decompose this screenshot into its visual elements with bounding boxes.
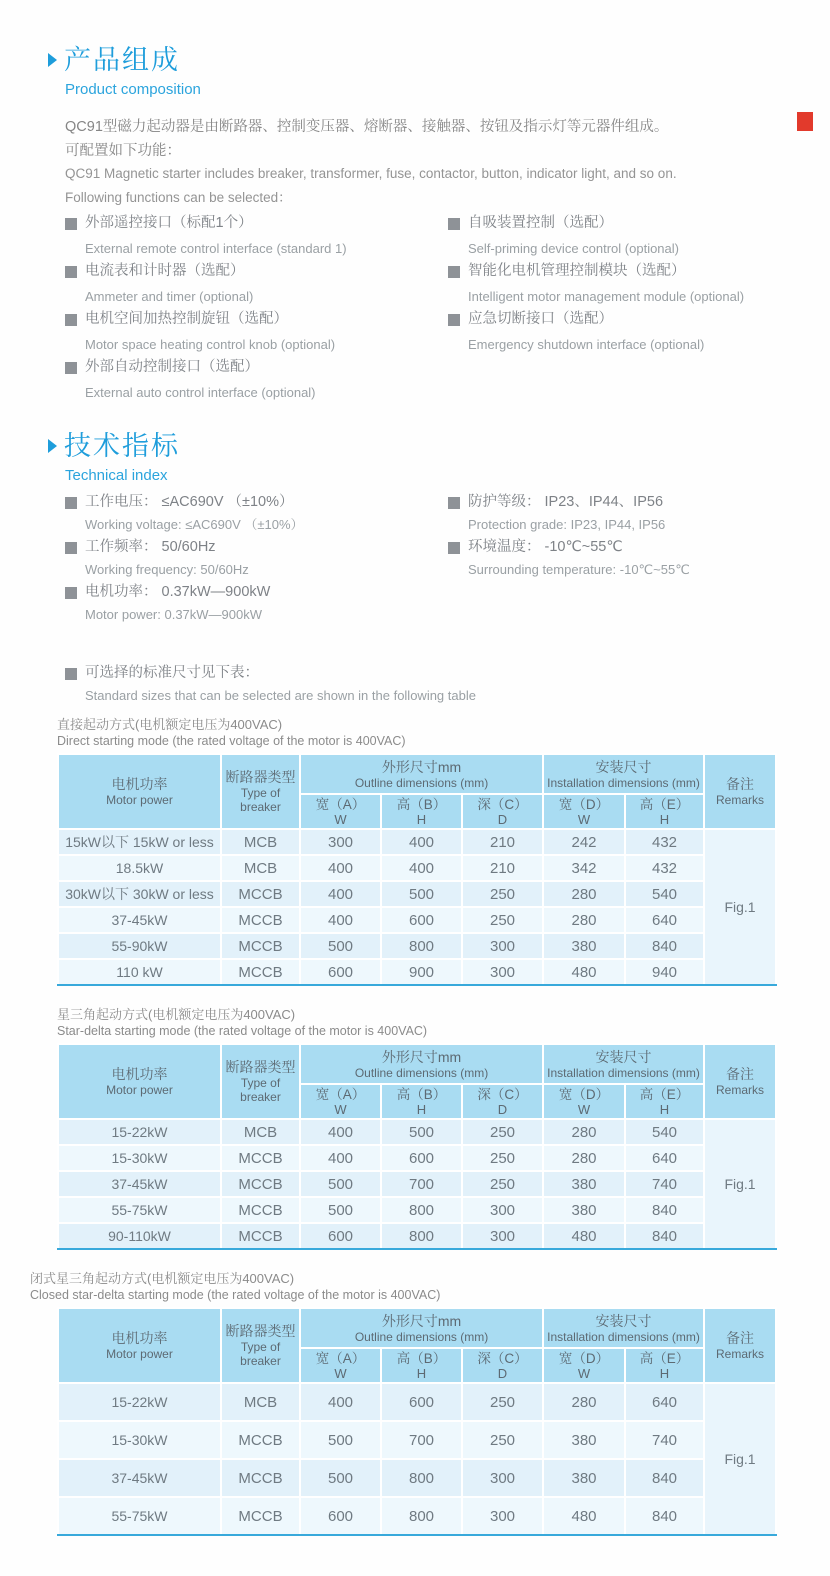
table-cell: 55-90kW xyxy=(58,933,221,959)
table-cell: 280 xyxy=(543,881,625,907)
table-cell: 800 xyxy=(381,1197,462,1223)
table-cell: 18.5kW xyxy=(58,855,221,881)
table-cell: 342 xyxy=(543,855,625,881)
table-cell: 300 xyxy=(462,959,543,985)
table-cell: 940 xyxy=(625,959,704,985)
bullet-square-icon xyxy=(65,314,77,326)
table-cell: 600 xyxy=(381,1383,462,1421)
table-direct-starting xyxy=(57,753,777,986)
intro-paragraph-zh: QC91型磁力起动器是由断路器、控制变压器、熔断器、接触器、按钮及指示灯等元器件组成。 xyxy=(65,119,669,135)
table-row xyxy=(58,959,776,985)
bullet-label-en: Surrounding temperature: -10℃~55℃ xyxy=(468,562,690,577)
bullet-label-en: External auto control interface (optional) xyxy=(85,385,316,400)
table-cell: 400 xyxy=(300,1145,381,1171)
bullet-label-en: Working frequency: 50/60Hz xyxy=(85,562,249,577)
table-cell: 300 xyxy=(462,1497,543,1535)
table-caption-en: Star-delta starting mode (the rated voltage of the motor is 400VAC) xyxy=(57,1024,428,1038)
table-row xyxy=(58,855,776,881)
bullet-label-zh xyxy=(448,263,744,280)
table-cell: 300 xyxy=(300,829,381,855)
table-cell: 480 xyxy=(543,1497,625,1535)
bullet-square-icon xyxy=(448,266,460,278)
table-cell: 900 xyxy=(381,959,462,985)
table-cell: 500 xyxy=(300,1459,381,1497)
col-header-remarks: 备注 Remarks xyxy=(704,1044,776,1119)
col-header-breaker-type: 断路器类型 Type of breaker xyxy=(221,1044,300,1119)
bullet-label-zh-text: 电机功率： 0.37kW—900kW xyxy=(85,584,271,600)
bullet-label-en: External remote control interface (standard 1) xyxy=(85,241,347,256)
bullet-label-zh-text: 电流表和计时器（选配） xyxy=(85,263,245,279)
table-cell: 400 xyxy=(300,1119,381,1145)
bullet-square-icon xyxy=(65,266,77,278)
table-cell: 30kW以下 30kW or less xyxy=(58,881,221,907)
col-header-motor-power: 电机功率 Motor power xyxy=(58,1044,221,1119)
specs-column-right xyxy=(448,494,690,629)
section-arrow-icon xyxy=(48,53,57,67)
bullet-label-zh xyxy=(448,539,690,556)
bullet-label-zh-text: 自吸装置控制（选配） xyxy=(468,215,613,231)
table-cell: 300 xyxy=(462,1459,543,1497)
bullet-label-zh xyxy=(65,311,448,328)
table-cell: 380 xyxy=(543,1459,625,1497)
col-header-breaker-type: 断路器类型 Type of breaker xyxy=(221,754,300,829)
table-row xyxy=(58,1497,776,1535)
table-row xyxy=(58,1459,776,1497)
bullet-item xyxy=(448,215,744,257)
bullet-square-icon xyxy=(65,362,77,374)
table-cell: 15kW以下 15kW or less xyxy=(58,829,221,855)
table-row xyxy=(58,829,776,855)
table-cell: MCCB xyxy=(221,1223,300,1249)
table-cell: 15-30kW xyxy=(58,1421,221,1459)
table-cell: 840 xyxy=(625,1223,704,1249)
bullet-item xyxy=(65,215,448,257)
table-cell: 55-75kW xyxy=(58,1497,221,1535)
dimensions-table xyxy=(57,753,777,986)
bullet-square-icon xyxy=(448,542,460,554)
table-cell: MCCB xyxy=(221,1145,300,1171)
table-row xyxy=(58,933,776,959)
bullet-item xyxy=(65,584,448,623)
section-product-composition xyxy=(48,44,808,407)
bullet-label-zh xyxy=(448,311,744,328)
table-cell: MCB xyxy=(221,855,300,881)
specs-column-left xyxy=(65,494,448,629)
table-cell: 37-45kW xyxy=(58,1459,221,1497)
table-caption-zh: 星三角起动方式(电机额定电压为400VAC) xyxy=(57,1007,296,1022)
bullet-label-zh-text: 工作电压： ≤AC690V （±10%） xyxy=(85,494,294,510)
bullet-item xyxy=(65,359,448,401)
table-cell: 250 xyxy=(462,1383,543,1421)
table-cell: MCB xyxy=(221,1383,300,1421)
table-cell: 300 xyxy=(462,1223,543,1249)
bullet-label-en: Protection grade: IP23, IP44, IP56 xyxy=(468,517,666,532)
section-title-en: Product composition xyxy=(65,81,201,98)
section-title-en: Technical index xyxy=(65,467,168,484)
bullet-label-en: Ammeter and timer (optional) xyxy=(85,289,254,304)
group-header-outline-dimensions: 外形尺寸mm Outline dimensions (mm) xyxy=(300,1308,543,1348)
table-cell: 640 xyxy=(625,1383,704,1421)
col-header-breaker-type: 断路器类型 Type of breaker xyxy=(221,1308,300,1383)
table-cell: 400 xyxy=(300,855,381,881)
table-cell: 15-22kW xyxy=(58,1119,221,1145)
table-row xyxy=(58,1145,776,1171)
table-row xyxy=(58,1421,776,1459)
col-header-motor-power: 电机功率 Motor power xyxy=(58,1308,221,1383)
table-cell: MCCB xyxy=(221,1459,300,1497)
table-cell: 210 xyxy=(462,829,543,855)
table-row xyxy=(58,881,776,907)
table-cell: 500 xyxy=(300,933,381,959)
table-cell: MCCB xyxy=(221,1197,300,1223)
table-cell: 15-30kW xyxy=(58,1145,221,1171)
bullet-label-zh xyxy=(65,584,448,601)
table-cell: 280 xyxy=(543,1119,625,1145)
table-cell: MCCB xyxy=(221,1421,300,1459)
intro-paragraph-en: QC91 Magnetic starter includes breaker, transformer, fuse, contactor, button, indicator light, and so on. xyxy=(65,166,677,181)
col-header-remarks: 备注 Remarks xyxy=(704,754,776,829)
table-cell: 840 xyxy=(625,1497,704,1535)
table-cell: 600 xyxy=(300,959,381,985)
section-heading xyxy=(48,44,808,76)
table-caption-zh: 直接起动方式(电机额定电压为400VAC) xyxy=(57,717,283,732)
subcol-header: 宽（D） W xyxy=(543,794,625,829)
section-title-zh: 技术指标 xyxy=(64,431,180,461)
features-column-left xyxy=(65,215,448,407)
table-cell: 640 xyxy=(625,1145,704,1171)
table-row xyxy=(58,1197,776,1223)
bullet-item xyxy=(65,263,448,305)
bullet-square-icon xyxy=(448,218,460,230)
bullet-item xyxy=(448,494,690,533)
bullet-label-en: Working voltage: ≤AC690V （±10%） xyxy=(85,517,304,532)
subcol-header: 高（E） H xyxy=(625,1084,704,1119)
table-cell: 480 xyxy=(543,959,625,985)
table-row xyxy=(58,1383,776,1421)
bullet-item xyxy=(448,539,690,578)
bullet-label-zh xyxy=(65,215,448,232)
table-cell: 500 xyxy=(381,1119,462,1145)
subcol-header: 高（B） H xyxy=(381,1348,462,1383)
group-header-outline-dimensions: 外形尺寸mm Outline dimensions (mm) xyxy=(300,1044,543,1084)
table-cell: 600 xyxy=(381,907,462,933)
bullet-item xyxy=(65,311,448,353)
table-cell: 300 xyxy=(462,1197,543,1223)
table-cell: 242 xyxy=(543,829,625,855)
table-cell: MCCB xyxy=(221,907,300,933)
features-column-right xyxy=(448,215,744,407)
table-cell: MCCB xyxy=(221,959,300,985)
bullet-label-zh xyxy=(65,539,448,556)
bullet-item xyxy=(448,263,744,305)
bullet-item xyxy=(65,539,448,578)
remarks-cell: Fig.1 xyxy=(704,1383,776,1535)
table-cell: 500 xyxy=(300,1197,381,1223)
table-cell: 380 xyxy=(543,1171,625,1197)
section-technical-index xyxy=(48,430,808,629)
bullet-square-icon xyxy=(65,218,77,230)
table-cell: 250 xyxy=(462,1421,543,1459)
table-cell: 800 xyxy=(381,1223,462,1249)
group-header-installation-dimensions: 安装尺寸 Installation dimensions (mm) xyxy=(543,1308,704,1348)
subcol-header: 宽（A） W xyxy=(300,1084,381,1119)
sizes-note-zh xyxy=(65,665,476,682)
table-cell: 210 xyxy=(462,855,543,881)
table-cell: 640 xyxy=(625,907,704,933)
bullet-label-zh-text: 工作频率： 50/60Hz xyxy=(85,539,216,555)
table-cell: 740 xyxy=(625,1171,704,1197)
table-cell: 800 xyxy=(381,1497,462,1535)
table-cell: 280 xyxy=(543,907,625,933)
bullet-label-zh-text: 外部自动控制接口（选配） xyxy=(85,359,259,375)
subcol-header: 宽（A） W xyxy=(300,1348,381,1383)
config-line-en: Following functions can be selected： xyxy=(65,189,292,205)
table-cell: MCCB xyxy=(221,881,300,907)
table-cell: 540 xyxy=(625,1119,704,1145)
table-cell: 500 xyxy=(381,881,462,907)
table-row xyxy=(58,1119,776,1145)
table-cell: 250 xyxy=(462,907,543,933)
table-cell: 110 kW xyxy=(58,959,221,985)
subcol-header: 高（B） H xyxy=(381,1084,462,1119)
table-caption-closed-star-delta xyxy=(30,1270,440,1304)
bullet-label-zh-text: 智能化电机管理控制模块（选配） xyxy=(468,263,686,279)
table-cell: 480 xyxy=(543,1223,625,1249)
bullet-label-en: Emergency shutdown interface (optional) xyxy=(468,337,705,352)
table-row xyxy=(58,1223,776,1249)
table-cell: 840 xyxy=(625,1197,704,1223)
table-cell: 380 xyxy=(543,1421,625,1459)
group-header-installation-dimensions: 安装尺寸 Installation dimensions (mm) xyxy=(543,1044,704,1084)
table-cell: 500 xyxy=(300,1171,381,1197)
table-cell: MCCB xyxy=(221,933,300,959)
table-cell: 432 xyxy=(625,855,704,881)
table-cell: 280 xyxy=(543,1383,625,1421)
group-header-outline-dimensions: 外形尺寸mm Outline dimensions (mm) xyxy=(300,754,543,794)
table-cell: 840 xyxy=(625,933,704,959)
dimensions-table xyxy=(57,1307,777,1536)
subcol-header: 深（C） D xyxy=(462,1348,543,1383)
table-cell: 37-45kW xyxy=(58,907,221,933)
table-cell: 800 xyxy=(381,933,462,959)
table-cell: 280 xyxy=(543,1145,625,1171)
section-title-zh: 产品组成 xyxy=(64,45,180,75)
bullet-label-zh xyxy=(448,215,744,232)
table-cell: 600 xyxy=(300,1497,381,1535)
table-cell: 250 xyxy=(462,881,543,907)
subcol-header: 高（E） H xyxy=(625,1348,704,1383)
table-row xyxy=(58,1171,776,1197)
bullet-label-zh-text: 环境温度： -10℃~55℃ xyxy=(468,539,623,555)
bullet-item xyxy=(65,494,448,533)
bullet-label-en: Motor power: 0.37kW—900kW xyxy=(85,607,263,622)
sizes-note-en: Standard sizes that can be selected are shown in the following table xyxy=(85,688,476,703)
table-cell: 300 xyxy=(462,933,543,959)
group-header-installation-dimensions: 安装尺寸 Installation dimensions (mm) xyxy=(543,754,704,794)
table-cell: 800 xyxy=(381,1459,462,1497)
table-cell: MCB xyxy=(221,1119,300,1145)
table-cell: 600 xyxy=(381,1145,462,1171)
table-cell: 400 xyxy=(300,907,381,933)
table-cell: 380 xyxy=(543,933,625,959)
subcol-header: 宽（D） W xyxy=(543,1348,625,1383)
bullet-square-icon xyxy=(65,587,77,599)
dimensions-table xyxy=(57,1043,777,1250)
config-line-zh: 可配置如下功能： xyxy=(65,142,181,159)
table-cell: 700 xyxy=(381,1171,462,1197)
table-closed-star-delta xyxy=(57,1307,777,1536)
subcol-header: 深（C） D xyxy=(462,794,543,829)
col-header-remarks: 备注 Remarks xyxy=(704,1308,776,1383)
table-cell: 55-75kW xyxy=(58,1197,221,1223)
bullet-square-icon xyxy=(65,668,77,680)
table-caption-zh: 闭式星三角起动方式(电机额定电压为400VAC) xyxy=(30,1271,295,1286)
subcol-header: 宽（D） W xyxy=(543,1084,625,1119)
col-header-motor-power: 电机功率 Motor power xyxy=(58,754,221,829)
table-cell: 250 xyxy=(462,1119,543,1145)
table-cell: 400 xyxy=(381,855,462,881)
bullet-label-zh-text: 外部遥控接口（标配1个） xyxy=(85,215,253,231)
table-cell: 840 xyxy=(625,1459,704,1497)
bullet-square-icon xyxy=(65,542,77,554)
table-caption-direct-starting xyxy=(57,716,406,750)
bullet-label-zh xyxy=(65,263,448,280)
table-cell: MCCB xyxy=(221,1497,300,1535)
subcol-header: 高（B） H xyxy=(381,794,462,829)
bullet-label-zh xyxy=(65,494,448,511)
bullet-square-icon xyxy=(448,314,460,326)
table-caption-en: Closed star-delta starting mode (the rated voltage of the motor is 400VAC) xyxy=(30,1288,441,1302)
remarks-cell: Fig.1 xyxy=(704,1119,776,1249)
table-cell: 740 xyxy=(625,1421,704,1459)
bullet-label-zh-text: 电机空间加热控制旋钮（选配） xyxy=(85,311,288,327)
table-cell: 400 xyxy=(300,1383,381,1421)
standard-sizes-note xyxy=(65,665,476,709)
bullet-label-zh-text: 防护等级： IP23、IP44、IP56 xyxy=(468,494,664,510)
table-cell: 400 xyxy=(300,881,381,907)
table-cell: 15-22kW xyxy=(58,1383,221,1421)
bullet-label-zh xyxy=(448,494,690,511)
table-cell: 700 xyxy=(381,1421,462,1459)
subcol-header: 宽（A） W xyxy=(300,794,381,829)
subcol-header: 高（E） H xyxy=(625,794,704,829)
section-arrow-icon xyxy=(48,439,57,453)
bullet-label-zh-text: 应急切断接口（选配） xyxy=(468,311,613,327)
table-cell: 90-110kW xyxy=(58,1223,221,1249)
table-cell: 500 xyxy=(300,1421,381,1459)
table-cell: 540 xyxy=(625,881,704,907)
table-cell: 250 xyxy=(462,1145,543,1171)
bullet-square-icon xyxy=(448,497,460,509)
table-cell: 37-45kW xyxy=(58,1171,221,1197)
table-cell: 432 xyxy=(625,829,704,855)
table-cell: 400 xyxy=(381,829,462,855)
table-cell: 600 xyxy=(300,1223,381,1249)
subcol-header: 深（C） D xyxy=(462,1084,543,1119)
section-heading xyxy=(48,430,808,462)
table-cell: MCCB xyxy=(221,1171,300,1197)
bullet-square-icon xyxy=(65,497,77,509)
table-caption-star-delta xyxy=(57,1006,427,1040)
table-cell: MCB xyxy=(221,829,300,855)
table-cell: 380 xyxy=(543,1197,625,1223)
table-row xyxy=(58,907,776,933)
table-caption-en: Direct starting mode (the rated voltage of the motor is 400VAC) xyxy=(57,734,406,748)
bullet-item xyxy=(448,311,744,353)
bullet-label-en: Motor space heating control knob (optional) xyxy=(85,337,336,352)
sizes-note-zh-text: 可选择的标准尺寸见下表： xyxy=(85,665,259,681)
bullet-label-en: Intelligent motor management module (optional) xyxy=(468,289,745,304)
table-cell: 250 xyxy=(462,1171,543,1197)
bullet-label-en: Self-priming device control (optional) xyxy=(468,241,679,256)
bullet-label-zh xyxy=(65,359,448,376)
remarks-cell: Fig.1 xyxy=(704,829,776,985)
table-star-delta xyxy=(57,1043,777,1250)
